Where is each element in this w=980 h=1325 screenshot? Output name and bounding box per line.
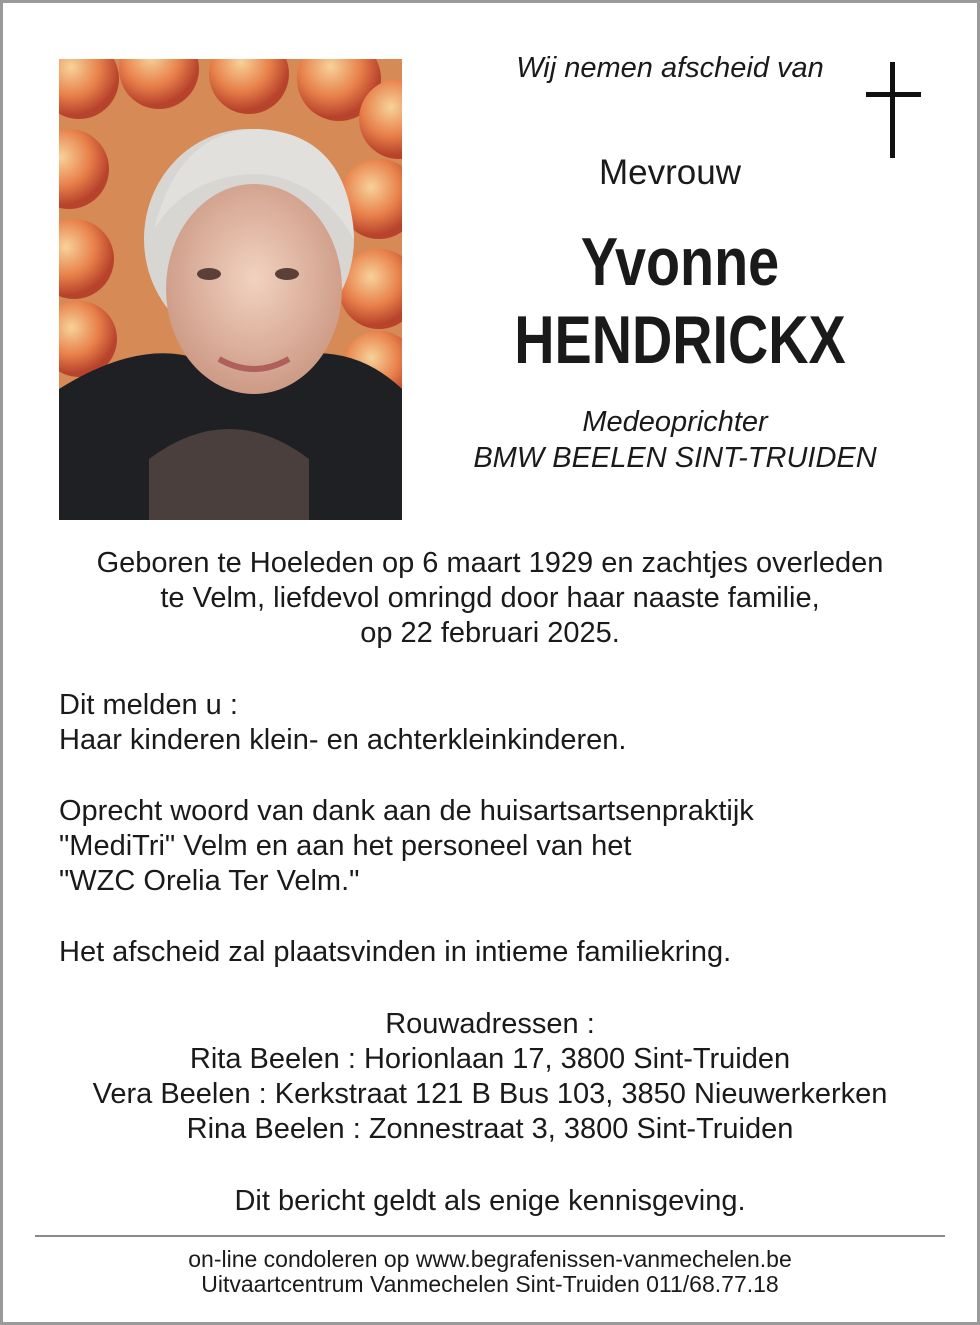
portrait-photo	[59, 59, 402, 520]
text-line: te Velm, liefdevol omringd door haar naaste familie,	[160, 582, 820, 614]
intro-text: Wij nemen afscheid van	[516, 52, 824, 84]
address-line: Rita Beelen : Horionlaan 17, 3800 Sint-Truiden	[189, 1043, 791, 1075]
role-title: Medeoprichter	[582, 406, 768, 438]
birth-death-text	[40, 546, 940, 651]
text-line: Oprecht woord van dank aan de huisartsartsenpraktijk	[59, 795, 754, 827]
addresses-heading: Rouwadressen :	[385, 1008, 595, 1040]
last-name: HENDRICKX	[514, 302, 846, 378]
cross-icon	[890, 62, 895, 158]
text-line: op 22 februari 2025.	[360, 617, 620, 649]
text-line: "WZC Orelia Ter Velm."	[59, 865, 360, 897]
thanks	[59, 794, 939, 899]
cross-icon-bar	[866, 92, 921, 97]
funeral-home: Uitvaartcentrum Vanmechelen Sint-Truiden 011/68.77.18	[201, 1271, 779, 1297]
text-line: "MediTri" Velm en aan het personeel van het	[59, 830, 632, 862]
farewell: Het afscheid zal plaatsvinden in intieme familiekring.	[59, 936, 732, 968]
text-line: Dit melden u :	[59, 689, 238, 721]
text-line: Geboren te Hoeleden op 6 maart 1929 en zachtjes overleden	[96, 547, 884, 579]
condolence-link[interactable]: on-line condoleren op www.begrafenissen-vanmechelen.be	[188, 1246, 792, 1272]
address-line: Rina Beelen : Zonnestraat 3, 3800 Sint-Truiden	[186, 1113, 794, 1145]
announcement	[59, 688, 939, 758]
first-name: Yvonne	[580, 224, 780, 300]
honorific: Mevrouw	[599, 153, 741, 192]
notice: Dit bericht geldt als enige kennisgeving.	[234, 1185, 746, 1217]
addresses	[40, 1007, 940, 1147]
company: BMW BEELEN SINT-TRUIDEN	[473, 442, 877, 474]
text-line: Haar kinderen klein- en achterkleinkinderen.	[59, 724, 627, 756]
role	[420, 404, 930, 476]
address-line: Vera Beelen : Kerkstraat 121 B Bus 103, 3850 Nieuwerkerken	[92, 1078, 888, 1110]
footer	[40, 1247, 940, 1297]
divider	[35, 1235, 945, 1237]
